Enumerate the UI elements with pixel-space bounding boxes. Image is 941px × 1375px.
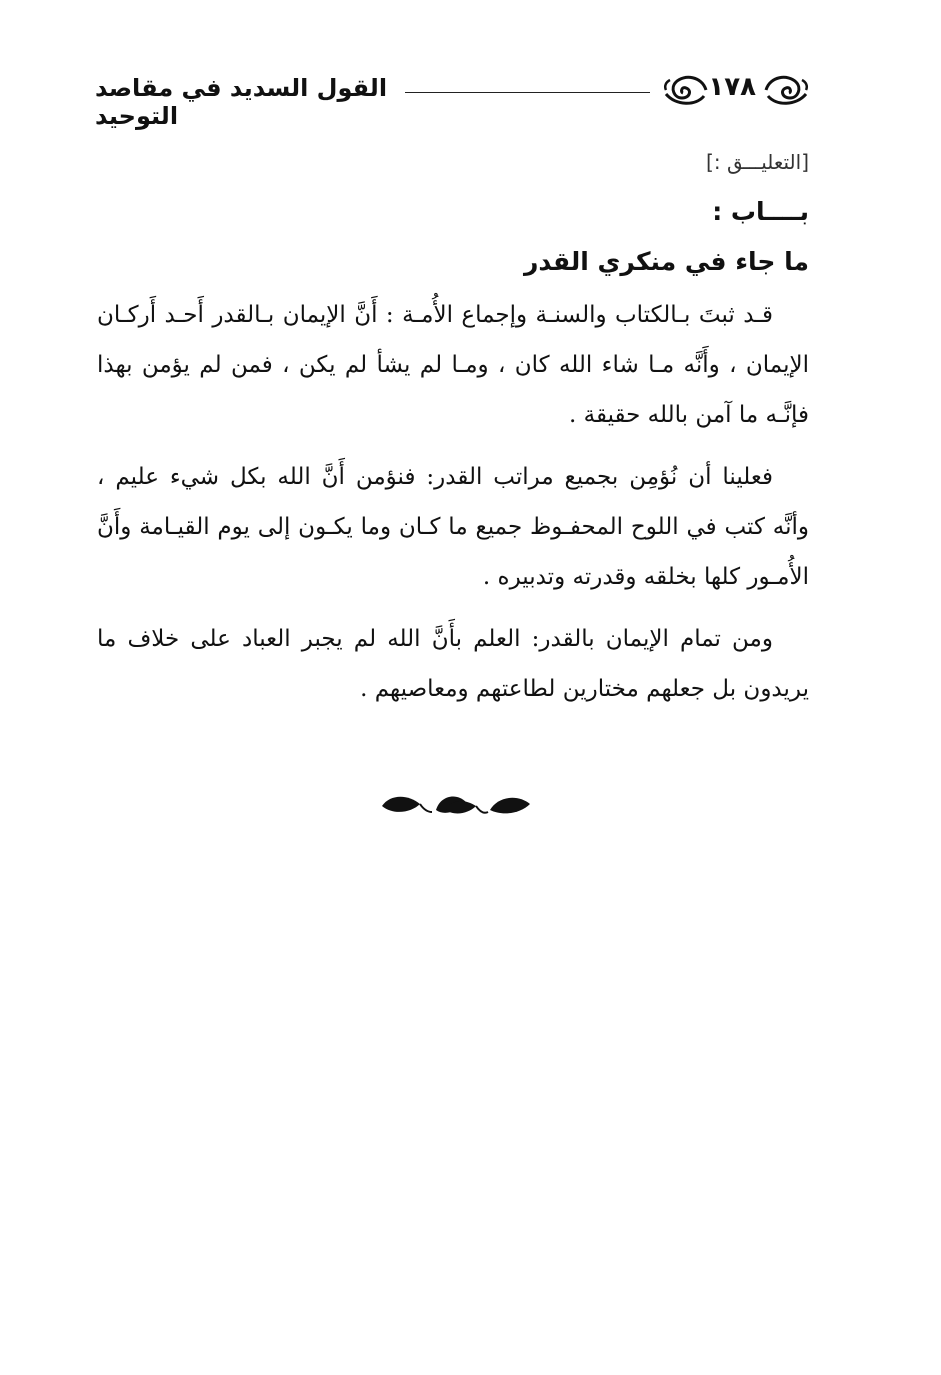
page-number: ١٧٨ [708,72,756,102]
paragraph: قـد ثبتَ بـالكتاب والسنـة وإجماع الأُمـة : أَنَّ الإيمان بـالقدر أَحـد أَركـان الإيمان ، وأَنَّه مـا شاء الله كان ، ومـا لم يشأ لم يكن ، فمن لم يؤمن بهذا فإنَّـه ما آمن بالله حقيقة . [97,302,809,428]
paragraph: فعلينا أن نُؤمِن بجميع مراتب القدر: فنؤمن أَنَّ الله بكل شيء عليم ، وأنَّه كتب في اللوح المحفـوظ جميع ما كـان وما يكـون إلى يوم القيـامة وأَنَّ الأُمـور كلها بخلقه وقدرته وتدبيره . [97,464,809,590]
paragraph: ومن تمام الإيمان بالقدر: العلم بأَنَّ الله لم يجبر العباد على خلاف ما يريدون بل جعلهم مختارين لطاعتهم ومعاصيهم . [97,626,809,702]
page-header [95,62,810,130]
ornament-flourish-icon [660,72,710,108]
page-content [97,150,809,726]
commentary-label: [التعليـــق :] [706,150,809,174]
chapter-label: بــــاب : [712,197,809,226]
section-end-ornament-icon [380,790,532,820]
header-divider [405,92,650,93]
ornament-flourish-icon [762,72,810,108]
page-number-block [660,68,810,108]
chapter-title: ما جاء في منكري القدر [524,247,809,276]
book-title: القول السديد في مقاصد التوحيد [95,74,388,130]
